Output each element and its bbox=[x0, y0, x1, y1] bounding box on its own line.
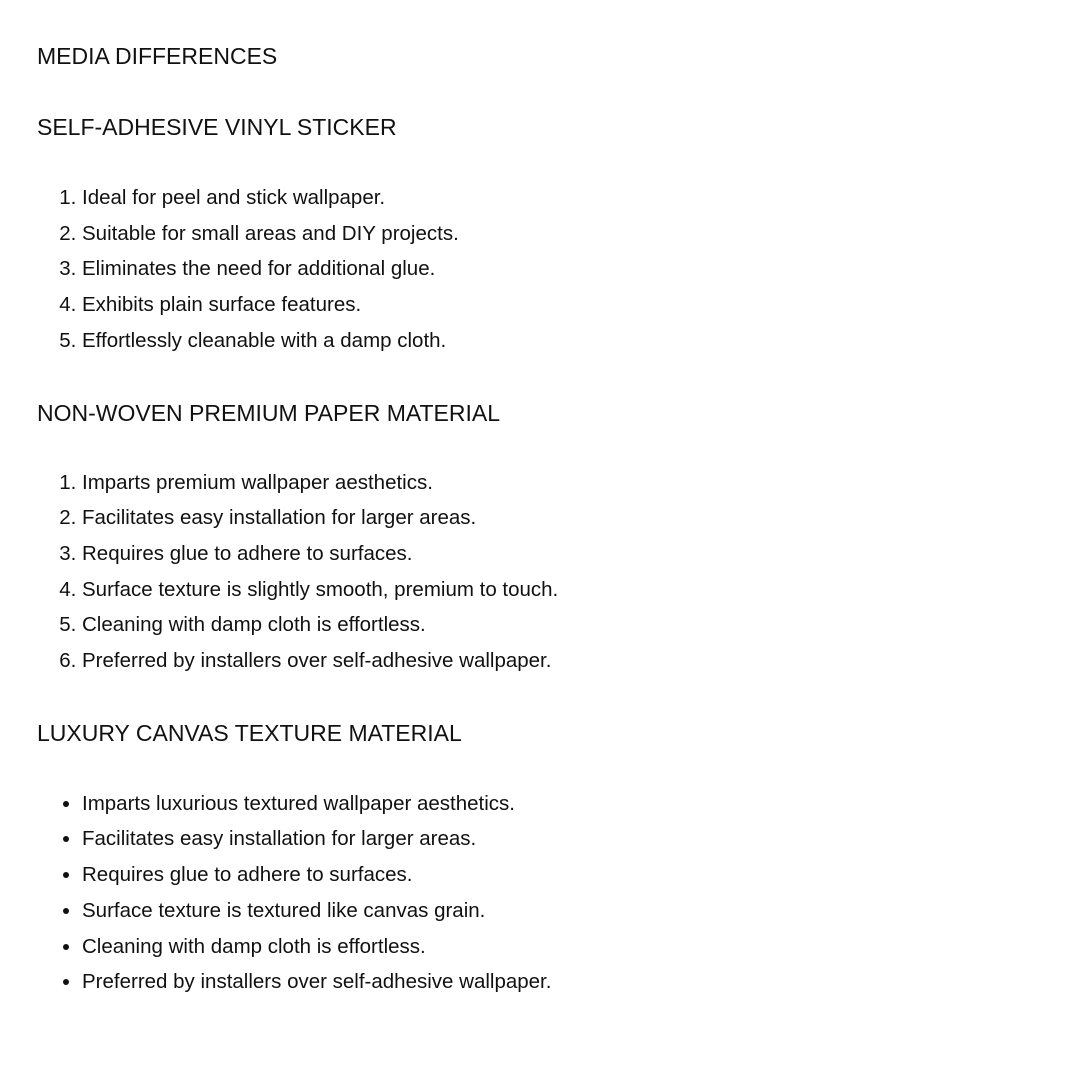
list-item: • Surface texture is textured like canvas grain. bbox=[82, 893, 1040, 929]
list-item: 1. Ideal for peel and stick wallpaper. bbox=[82, 180, 1040, 216]
list-item: 2. Suitable for small areas and DIY projects. bbox=[82, 216, 1040, 252]
list-item: 4. Exhibits plain surface features. bbox=[82, 287, 1040, 323]
list-item: 4. Surface texture is slightly smooth, premium to touch. bbox=[82, 572, 1040, 608]
list-item: • Preferred by installers over self-adhesive wallpaper. bbox=[82, 964, 1040, 1000]
list-item: 3. Requires glue to adhere to surfaces. bbox=[82, 536, 1040, 572]
list-item: 3. Eliminates the need for additional glue. bbox=[82, 251, 1040, 287]
list-item: • Facilitates easy installation for larger areas. bbox=[82, 821, 1040, 857]
nonwoven-paper-feature-list bbox=[37, 465, 1040, 679]
list-item: • Imparts luxurious textured wallpaper aesthetics. bbox=[82, 786, 1040, 822]
list-item: • Requires glue to adhere to surfaces. bbox=[82, 857, 1040, 893]
list-item: 5. Effortlessly cleanable with a damp cloth. bbox=[82, 323, 1040, 359]
list-item: 2. Facilitates easy installation for larger areas. bbox=[82, 500, 1040, 536]
list-item: 5. Cleaning with damp cloth is effortless. bbox=[82, 607, 1040, 643]
canvas-texture-feature-list bbox=[37, 786, 1040, 1000]
section-heading-nonwoven-paper: NON-WOVEN PREMIUM PAPER MATERIAL bbox=[37, 399, 501, 426]
section-heading-vinyl-sticker: SELF-ADHESIVE VINYL STICKER bbox=[37, 114, 397, 140]
vinyl-sticker-feature-list bbox=[37, 180, 1040, 359]
list-item: 6. Preferred by installers over self-adhesive wallpaper. bbox=[82, 643, 1040, 679]
list-item: • Cleaning with damp cloth is effortless. bbox=[82, 929, 1040, 965]
page-title: MEDIA DIFFERENCES bbox=[37, 43, 278, 69]
section-heading-canvas-texture: LUXURY CANVAS TEXTURE MATERIAL bbox=[37, 719, 462, 746]
list-item: 1. Imparts premium wallpaper aesthetics. bbox=[82, 465, 1040, 501]
